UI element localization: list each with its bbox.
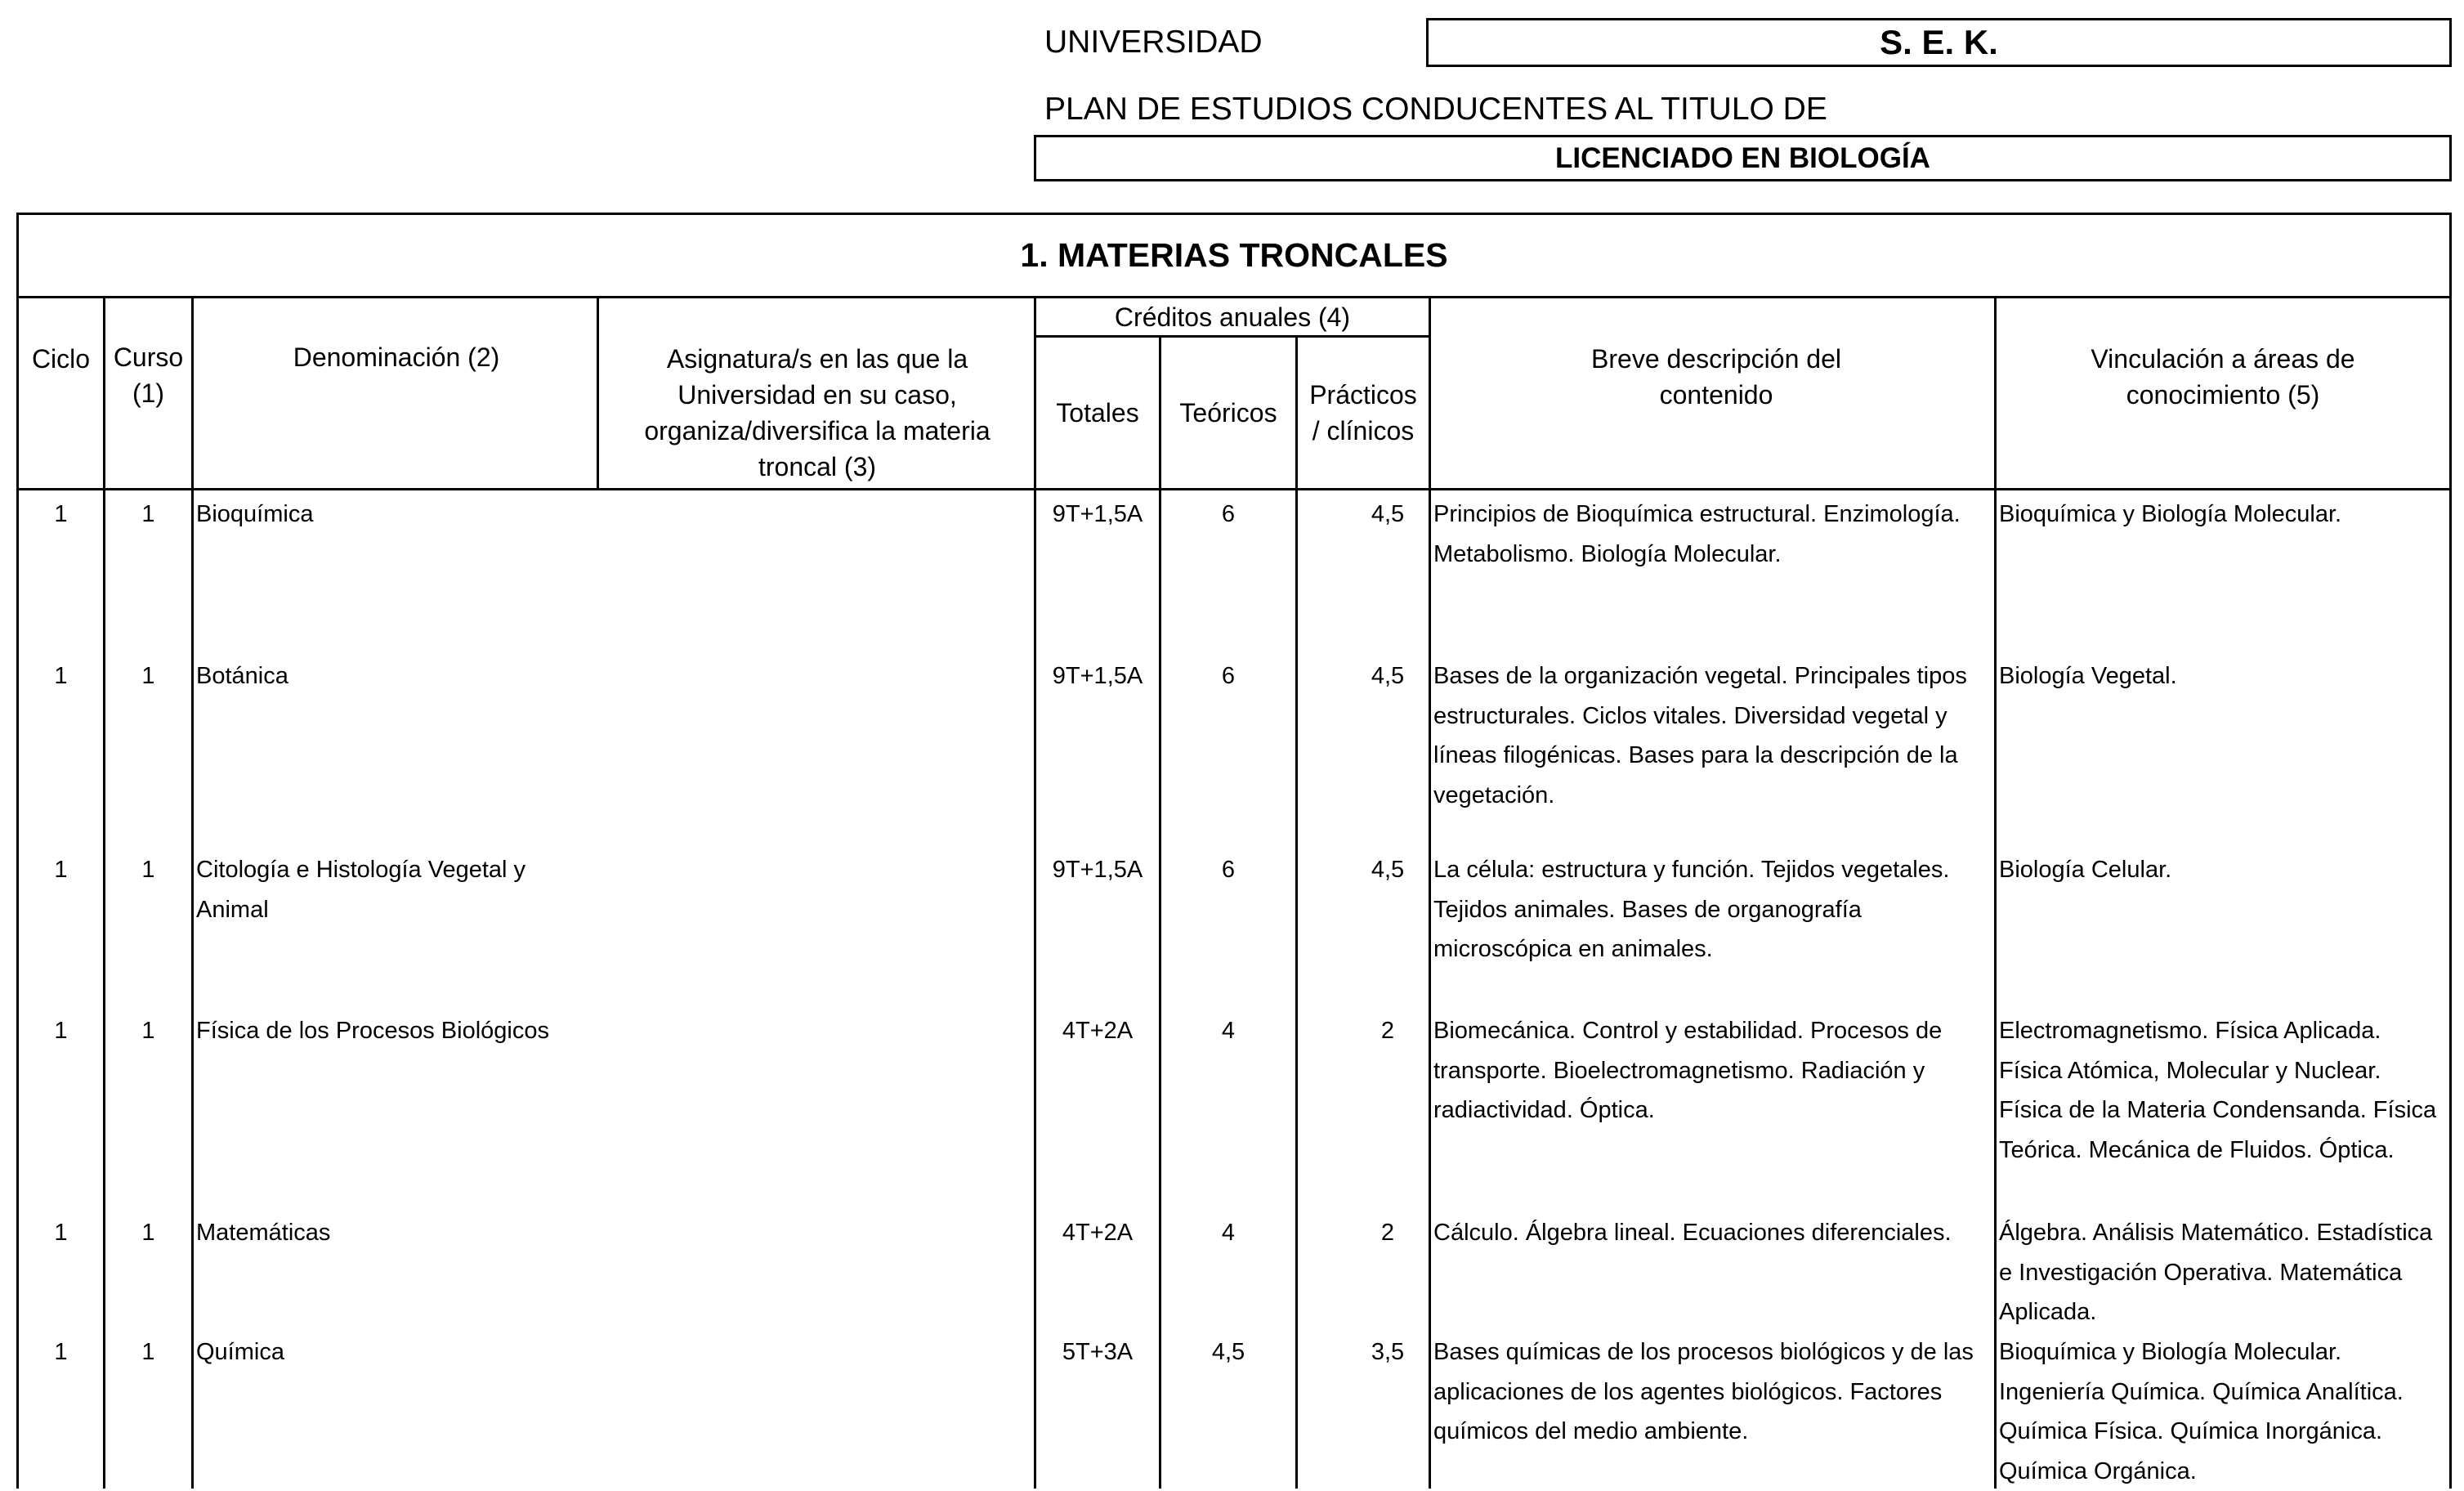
cell-totales: 4T+2A (1062, 1220, 1134, 1246)
col-header-creditos: Créditos anuales (4) (1114, 302, 1351, 332)
col-header-ciclo: Ciclo (31, 344, 91, 374)
cell-teoricos: 4 (1221, 1220, 1236, 1246)
universidad-value: S. E. K. (1426, 18, 2452, 67)
cell-curso: 1 (141, 1339, 155, 1365)
cell-vinculacion: Biología Vegetal. (1999, 663, 2177, 689)
plan-label: PLAN DE ESTUDIOS CONDUCENTES AL TITULO DE (1044, 92, 1827, 127)
cell-vinculacion: Electromagnetismo. Física Aplicada. Física Atómica, Molecular y Nuclear. Física de la Materia Condensanda. Física Teórica. Mecánica de Fluidos. Óptica. (1999, 1018, 2437, 1163)
cell-ciclo: 1 (54, 663, 68, 689)
divider (1429, 296, 1431, 1489)
cell-descripcion: Bases de la organización vegetal. Principales tipos estructurales. Ciclos vitales. Diversidad vegetal y líneas filogénicas. Bases para la descripción de la vegetación. (1433, 663, 1967, 808)
cell-ciclo: 1 (54, 857, 68, 883)
cell-denominacion: Matemáticas (196, 1220, 331, 1246)
divider (16, 488, 2452, 490)
titulo-value: LICENCIADO EN BIOLOGÍA (1034, 135, 2452, 181)
divider (597, 296, 599, 488)
cell-curso: 1 (141, 1018, 155, 1044)
cell-teoricos: 6 (1221, 501, 1236, 527)
cell-totales: 4T+2A (1062, 1018, 1134, 1044)
cell-denominacion: Bioquímica (196, 501, 314, 527)
cell-teoricos: 4,5 (1211, 1339, 1245, 1365)
cell-vinculacion: Bioquímica y Biología Molecular. Ingeniería Química. Química Analítica. Química Física. Química Inorgánica. Química Orgánica. (1999, 1339, 2404, 1484)
cell-totales: 5T+3A (1062, 1339, 1134, 1365)
col-header-vinculacion: Vinculación a áreas de conocimiento (5) (2091, 344, 2355, 410)
col-header-teoricos: Teóricos (1179, 398, 1277, 428)
cell-practicos: 3,5 (1371, 1339, 1405, 1365)
cell-curso: 1 (141, 501, 155, 527)
cell-vinculacion: Biología Celular. (1999, 857, 2172, 883)
cell-vinculacion: Bioquímica y Biología Molecular. (1999, 501, 2342, 527)
col-header-denominacion: Denominación (2) (293, 343, 500, 372)
cell-teoricos: 4 (1221, 1018, 1236, 1044)
cell-descripcion: La célula: estructura y función. Tejidos vegetales. Tejidos animales. Bases de organografía microscópica en animales. (1433, 857, 1950, 962)
cell-descripcion: Cálculo. Álgebra lineal. Ecuaciones diferenciales. (1433, 1220, 1952, 1246)
cell-descripcion: Bases químicas de los procesos biológicos y de las aplicaciones de los agentes biológicos. Factores químicos del medio ambiente. (1433, 1339, 1974, 1444)
cell-denominacion: Química (196, 1339, 284, 1365)
cell-curso: 1 (141, 1220, 155, 1246)
cell-teoricos: 6 (1221, 857, 1236, 883)
cell-ciclo: 1 (54, 1220, 68, 1246)
cell-denominacion: Botánica (196, 663, 288, 689)
cell-curso: 1 (141, 663, 155, 689)
universidad-label: UNIVERSIDAD (1044, 25, 1263, 60)
cell-descripcion: Principios de Bioquímica estructural. Enzimología. Metabolismo. Biología Molecular. (1433, 501, 1961, 567)
cell-teoricos: 6 (1221, 663, 1236, 689)
cell-denominacion: Citología e Histología Vegetal y Animal (196, 857, 526, 923)
cell-practicos: 4,5 (1371, 663, 1405, 689)
col-header-curso: Curso (1) (113, 343, 184, 408)
divider (1994, 296, 1997, 1489)
cell-practicos: 2 (1380, 1018, 1395, 1044)
divider (191, 296, 194, 1489)
cell-denominacion: Física de los Procesos Biológicos (196, 1018, 549, 1044)
col-header-descripcion: Breve descripción del contenido (1591, 344, 1841, 410)
col-header-totales: Totales (1056, 398, 1139, 428)
cell-practicos: 2 (1380, 1220, 1395, 1246)
col-header-practicos: Prácticos / clínicos (1309, 380, 1417, 446)
cell-totales: 9T+1,5A (1052, 501, 1143, 527)
cell-curso: 1 (141, 857, 155, 883)
cell-ciclo: 1 (54, 1339, 68, 1365)
cell-vinculacion: Álgebra. Análisis Matemático. Estadística e Investigación Operativa. Matemática Aplicada. (1999, 1220, 2433, 1325)
col-header-asignaturas: Asignatura/s en las que la Universidad en su caso, organiza/diversifica la materia troncal (3) (644, 344, 991, 481)
cell-totales: 9T+1,5A (1052, 857, 1143, 883)
cell-practicos: 4,5 (1371, 857, 1405, 883)
cell-ciclo: 1 (54, 501, 68, 527)
cell-practicos: 4,5 (1371, 501, 1405, 527)
cell-descripcion: Biomecánica. Control y estabilidad. Procesos de transporte. Bioelectromagnetismo. Radiación y radiactividad. Óptica. (1433, 1018, 1943, 1123)
cell-totales: 9T+1,5A (1052, 663, 1143, 689)
cell-ciclo: 1 (54, 1018, 68, 1044)
section-title: 1. MATERIAS TRONCALES (1020, 235, 1448, 274)
